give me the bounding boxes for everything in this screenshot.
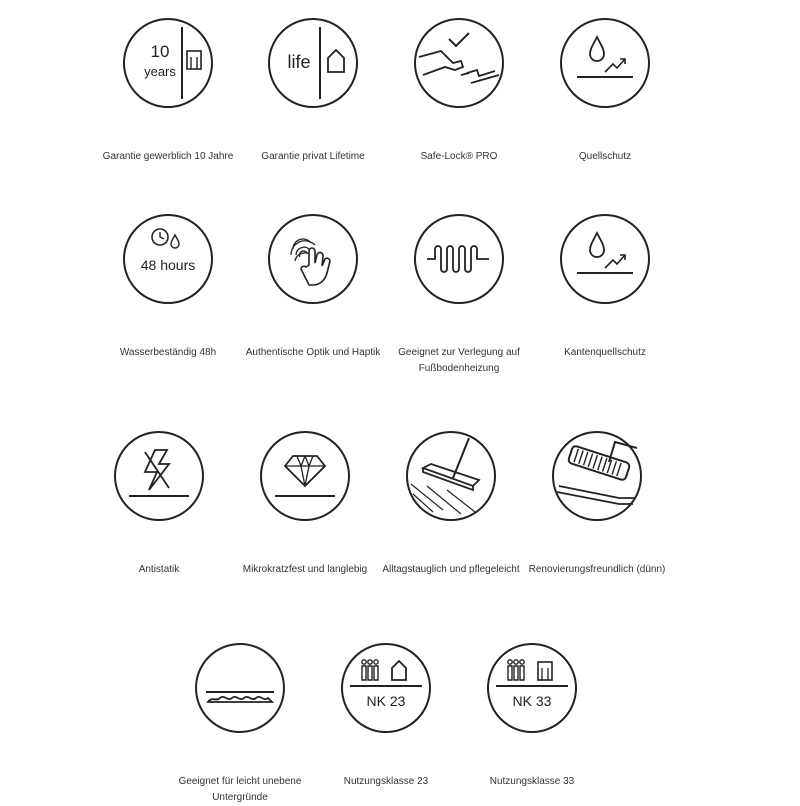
feature-label: Mikrokratzfest und langlebig bbox=[242, 564, 368, 575]
feature-edge-swelling-protection bbox=[530, 211, 680, 361]
feature-label: Garantie gewerblich 10 Jahre bbox=[102, 151, 234, 162]
antistatic-icon bbox=[111, 428, 207, 524]
feature-easy-care bbox=[376, 428, 526, 578]
feature-label: Geeignet für leicht unebene Untergründe bbox=[178, 776, 302, 803]
svg-text:life: life bbox=[287, 52, 311, 72]
feature-label: Renovierungsfreundlich (dünn) bbox=[528, 564, 666, 575]
diamond-icon bbox=[257, 428, 353, 524]
svg-text:10: 10 bbox=[150, 42, 170, 61]
feature-label: Safe-Lock® PRO bbox=[420, 151, 498, 162]
usage-class-33-icon bbox=[484, 640, 580, 736]
underfloor-heating-icon bbox=[411, 211, 507, 307]
feature-label: Garantie privat Lifetime bbox=[261, 151, 365, 162]
feature-label: Antistatik bbox=[138, 564, 180, 575]
feature-usage-class-33 bbox=[457, 640, 607, 790]
uneven-subfloor-icon bbox=[192, 640, 288, 736]
feature-label: Alltagstauglich und pflegeleicht bbox=[382, 564, 520, 575]
feature-label: Kantenquellschutz bbox=[564, 347, 646, 358]
feature-label: Nutzungsklasse 33 bbox=[489, 776, 575, 787]
usage-class-23-icon bbox=[338, 640, 434, 736]
edge-swelling-protection-icon bbox=[557, 211, 653, 307]
paint-roller-icon bbox=[549, 428, 645, 524]
feature-uneven-subfloor bbox=[165, 640, 315, 806]
feature-label: Wasserbeständig 48h bbox=[119, 347, 217, 358]
svg-text:NK 33: NK 33 bbox=[512, 693, 552, 709]
feature-authentic-look bbox=[238, 211, 388, 361]
feature-swelling-protection bbox=[530, 15, 680, 165]
feature-warranty-private bbox=[238, 15, 388, 165]
water-resistant-icon bbox=[120, 211, 216, 307]
fingerprint-hand-icon bbox=[265, 211, 361, 307]
svg-text:48 hours: 48 hours bbox=[140, 257, 196, 273]
mop-icon bbox=[403, 428, 499, 524]
svg-text:years: years bbox=[144, 64, 176, 79]
feature-renovation-friendly bbox=[522, 428, 672, 578]
feature-label: Geeignet zur Verlegung auf Fußbodenheizung bbox=[398, 347, 520, 374]
feature-label: Nutzungsklasse 23 bbox=[343, 776, 429, 787]
feature-label: Authentische Optik und Haptik bbox=[245, 347, 381, 358]
feature-scratch-resistant bbox=[230, 428, 380, 578]
feature-safe-lock bbox=[384, 15, 534, 165]
feature-usage-class-23 bbox=[311, 640, 461, 790]
warranty-lifetime-icon bbox=[265, 15, 361, 111]
feature-water-resistant bbox=[93, 211, 243, 361]
safe-lock-icon bbox=[411, 15, 507, 111]
warranty-10-years-icon bbox=[120, 15, 216, 111]
feature-warranty-commercial bbox=[93, 15, 243, 165]
swelling-protection-icon bbox=[557, 15, 653, 111]
svg-text:NK 23: NK 23 bbox=[366, 693, 406, 709]
feature-underfloor-heating bbox=[384, 211, 534, 377]
feature-antistatic bbox=[84, 428, 234, 578]
feature-label: Quellschutz bbox=[578, 151, 632, 162]
